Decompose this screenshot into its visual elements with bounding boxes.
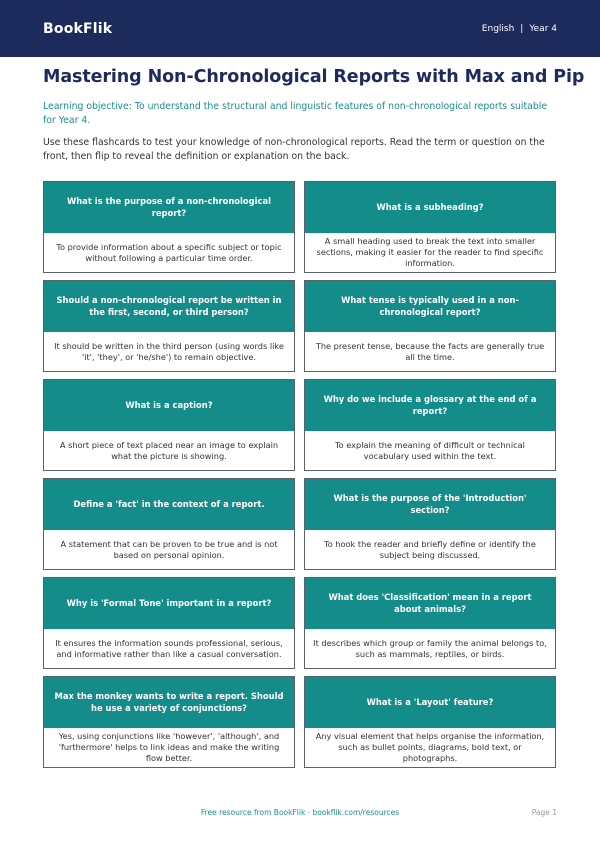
learning-objective: Learning objective: To understand the structural and linguistic features of non-chronological reports suitable for Year 4.: [43, 101, 548, 126]
flashcard-front: What is the purpose of a non-chronological report?: [44, 182, 294, 233]
flashcard[interactable]: [43, 280, 295, 372]
flashcard-front: What tense is typically used in a non-chronological report?: [305, 281, 555, 332]
flashcard-front: What is a caption?: [44, 380, 294, 431]
flashcard[interactable]: [304, 181, 556, 273]
flashcard[interactable]: [304, 379, 556, 471]
flashcard-back: Any visual element that helps organise the information, such as bullet points, diagrams, bold text, or photographs.: [305, 728, 555, 767]
flashcard-back: The present tense, because the facts are generally true all the time.: [305, 332, 555, 371]
flashcard-back: It should be written in the third person (using words like 'it', 'they', or 'he/she') to remain objective.: [44, 332, 294, 371]
subject-separator: |: [520, 23, 524, 34]
flashcard-front: Define a 'fact' in the context of a report.: [44, 479, 294, 530]
flashcard-back: It ensures the information sounds professional, serious, and informative rather than like a casual conversation.: [44, 629, 294, 668]
subject-label: [482, 24, 557, 34]
flashcard-front: What does 'Classification' mean in a report about animals?: [305, 578, 555, 629]
flashcard[interactable]: [43, 181, 295, 273]
flashcard[interactable]: [43, 577, 295, 669]
flashcard[interactable]: [43, 379, 295, 471]
flashcard[interactable]: [304, 478, 556, 570]
flashcard[interactable]: [43, 478, 295, 570]
flashcard[interactable]: [43, 676, 295, 768]
flashcard[interactable]: [304, 577, 556, 669]
flashcard-front: Why is 'Formal Tone' important in a report?: [44, 578, 294, 629]
flashcard-back: To explain the meaning of difficult or technical vocabulary used within the text.: [305, 431, 555, 470]
flashcard[interactable]: [304, 676, 556, 768]
page-header: [0, 0, 600, 57]
brand-logo[interactable]: BookFlik: [43, 20, 113, 37]
flashcard-back: A small heading used to break the text into smaller sections, making it easier for the reader to find specific information.: [305, 233, 555, 272]
flashcard-front: Max the monkey wants to write a report. Should he use a variety of conjunctions?: [44, 677, 294, 728]
flashcard-back: To hook the reader and briefly define or identify the subject being discussed.: [305, 530, 555, 569]
flashcard-back: A statement that can be proven to be true and is not based on personal opinion.: [44, 530, 294, 569]
flashcard-front: What is a 'Layout' feature?: [305, 677, 555, 728]
instructions: Use these flashcards to test your knowledge of non-chronological reports. Read the term or question on the front, then flip to reveal the definition or explanation on the back.: [43, 137, 545, 162]
flashcard-front: What is a subheading?: [305, 182, 555, 233]
flashcard-back: A short piece of text placed near an image to explain what the picture is showing.: [44, 431, 294, 470]
flashcard-back: It describes which group or family the animal belongs to, such as mammals, reptiles, or birds.: [305, 629, 555, 668]
year-level: Year 4: [529, 23, 557, 34]
flashcard-grid: [43, 181, 557, 768]
footer-resource-link[interactable]: Free resource from BookFlik · bookflik.com/resources: [200, 808, 400, 817]
flashcard-front: Why do we include a glossary at the end of a report?: [305, 380, 555, 431]
page-number: Page 1: [531, 808, 557, 817]
flashcard[interactable]: [304, 280, 556, 372]
subject-name: English: [481, 23, 515, 34]
flashcard-back: To provide information about a specific subject or topic without following a particular time order.: [44, 233, 294, 272]
page-title: Mastering Non-Chronological Reports with Max and Pip: [43, 67, 585, 87]
flashcard-back: Yes, using conjunctions like 'however', 'although', and 'furthermore' helps to link ideas and make the writing flow better.: [44, 728, 294, 767]
flashcard-front: What is the purpose of the 'Introduction' section?: [305, 479, 555, 530]
flashcard-front: Should a non-chronological report be written in the first, second, or third person?: [44, 281, 294, 332]
